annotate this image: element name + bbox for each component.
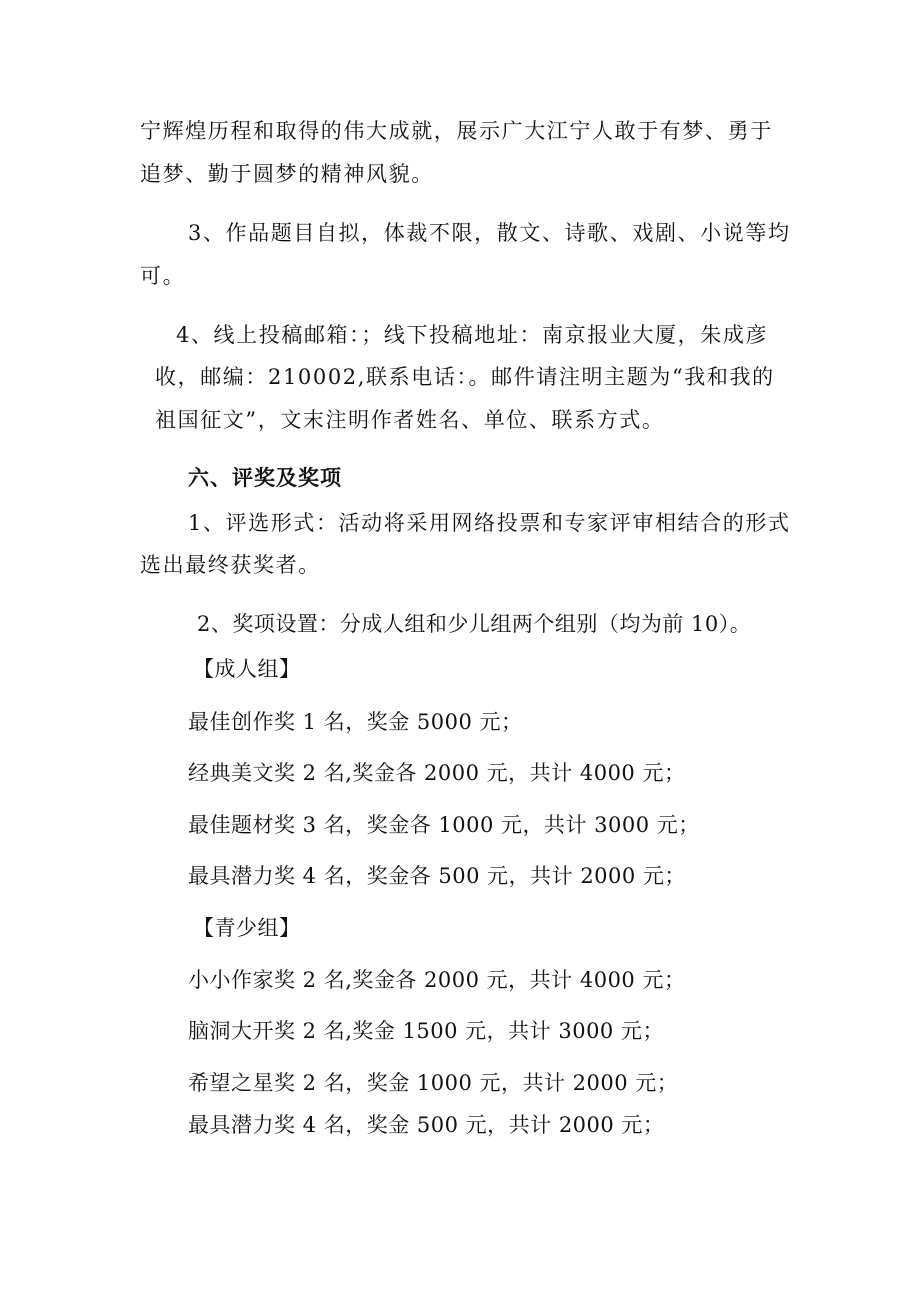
section-6-item-2: 2、奖项设置：分成人组和少儿组两个组别（均为前 10）。	[197, 612, 752, 636]
adult-group-title: 【成人组】	[193, 657, 301, 681]
item-4-line-2: 收，邮编：210002,联系电话：。邮件请注明主题为“我和我的	[155, 365, 775, 389]
item-3-line-2: 可。	[140, 264, 186, 288]
item-4-line-1: 4、线上投稿邮箱：；线下投稿地址：南京报业大厦，朱成彦	[176, 323, 769, 347]
section-6-item-1-line-1: 1、评选形式：活动将采用网络投票和专家评审相结合的形式	[188, 511, 791, 535]
adult-award-4: 最具潜力奖 4 名，奖金各 500 元，共计 2000 元；	[188, 864, 686, 888]
section-6-item-1-line-2: 选出最终获奖者。	[140, 553, 321, 577]
adult-award-1: 最佳创作奖 1 名，奖金 5000 元；	[188, 710, 523, 734]
youth-award-2: 脑洞大开奖 2 名,奖金 1500 元，共计 3000 元；	[188, 1019, 664, 1043]
adult-award-2: 经典美文奖 2 名,奖金各 2000 元，共计 4000 元；	[188, 761, 686, 785]
item-4-line-3: 祖国征文”，文末注明作者姓名、单位、联系方式。	[155, 408, 665, 432]
adult-award-3: 最佳题材奖 3 名，奖金各 1000 元，共计 3000 元；	[188, 813, 700, 837]
intro-line-2: 追梦、勤于圆梦的精神风貌。	[140, 162, 434, 186]
youth-group-title: 【青少组】	[193, 916, 301, 940]
item-3-line-1: 3、作品题目自拟，体裁不限，散文、诗歌、戏剧、小说等均	[188, 221, 791, 245]
youth-award-4: 最具潜力奖 4 名，奖金 500 元，共计 2000 元；	[188, 1113, 665, 1137]
youth-award-3: 希望之星奖 2 名，奖金 1000 元，共计 2000 元；	[188, 1071, 679, 1095]
intro-line-1: 宁辉煌历程和取得的伟大成就，展示广大江宁人敢于有梦、勇于	[140, 119, 773, 143]
section-6-heading: 六、评奖及奖项	[188, 466, 342, 490]
youth-award-1: 小小作家奖 2 名,奖金各 2000 元，共计 4000 元；	[188, 968, 686, 992]
